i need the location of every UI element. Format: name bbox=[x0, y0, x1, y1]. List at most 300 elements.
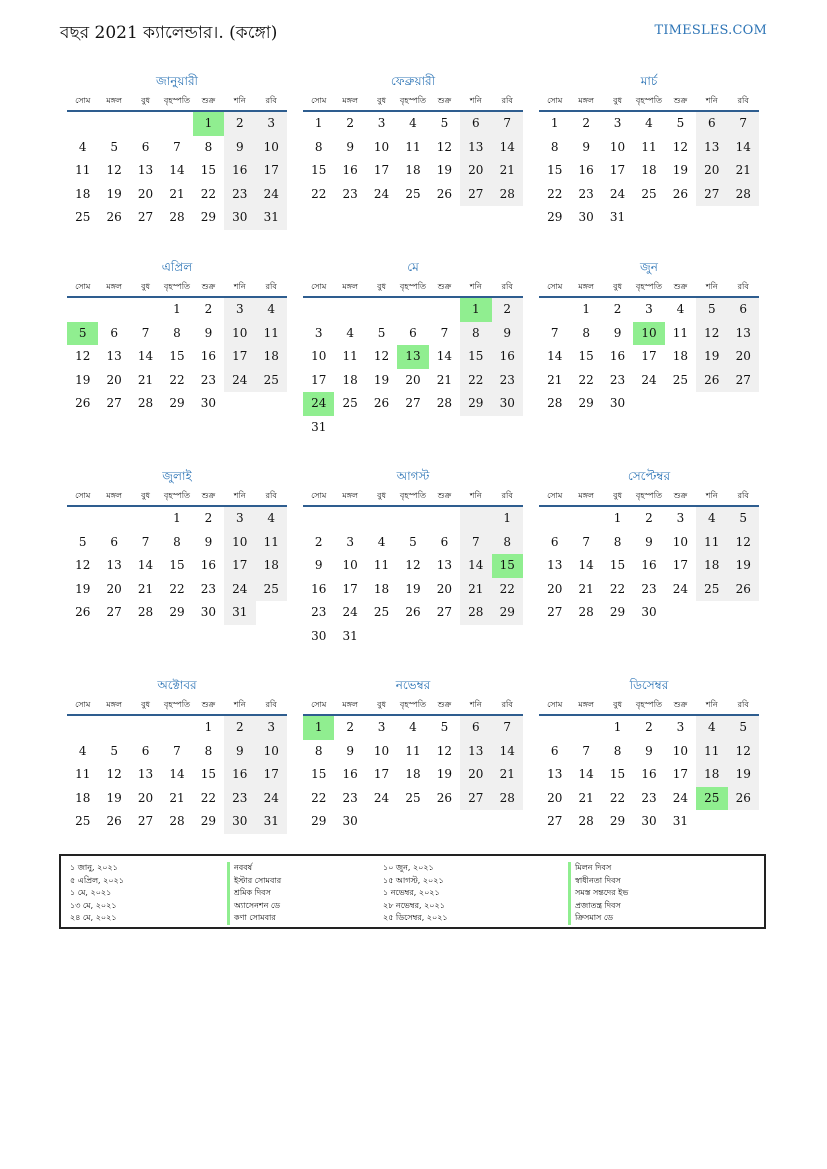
weekday-label: শনি bbox=[233, 700, 246, 709]
month-1 bbox=[67, 70, 287, 230]
brand-link[interactable]: TIMESLES.COM bbox=[654, 23, 767, 38]
holiday-date: ১ নভেম্বর, ২০২১ bbox=[383, 888, 440, 897]
day-cell: 5 bbox=[110, 139, 118, 154]
day-grid bbox=[539, 507, 759, 625]
weekday-label: বৃহস্পতি bbox=[635, 96, 663, 105]
day-grid bbox=[67, 112, 287, 230]
day-cell: 7 bbox=[440, 325, 449, 340]
day-cell: 12 bbox=[373, 349, 390, 363]
day-cell: 3 bbox=[613, 116, 622, 130]
day-cell: 11 bbox=[641, 139, 657, 154]
day-cell: 6 bbox=[110, 325, 118, 340]
holiday-name: শ্রমিক দিবস bbox=[227, 887, 281, 900]
day-cell: 12 bbox=[728, 740, 759, 764]
weekday-header bbox=[539, 696, 759, 716]
weekday-label: বৃহস্পতি bbox=[163, 700, 191, 709]
day-cell: 13 bbox=[436, 558, 453, 572]
day-grid bbox=[303, 298, 523, 439]
holiday-name: কণা সোমবার bbox=[227, 912, 281, 925]
day-cell: 1 bbox=[173, 302, 181, 316]
day-cell: 6 bbox=[409, 325, 417, 340]
day-cell: 13 bbox=[547, 767, 563, 781]
day-cell: 16 bbox=[641, 558, 657, 572]
day-cell: 3 bbox=[314, 325, 323, 340]
weekday-label: সোম bbox=[311, 282, 327, 291]
day-cell: 4 bbox=[346, 325, 354, 340]
day-cell: 2 bbox=[314, 534, 323, 549]
day-cell: 12 bbox=[728, 531, 759, 555]
holiday-date: ১৫ আগস্ট, ২০২১ bbox=[383, 875, 444, 885]
month-name: ডিসেম্বর bbox=[629, 678, 669, 692]
day-cell: 31 bbox=[672, 814, 689, 828]
day-cell: 10 bbox=[311, 349, 327, 363]
day-cell: 5 bbox=[728, 716, 759, 740]
day-cell: 10 bbox=[609, 139, 626, 154]
day-cell: 13 bbox=[106, 349, 122, 363]
month-name: নভেম্বর bbox=[395, 678, 431, 692]
day-cell: 20 bbox=[728, 345, 759, 369]
day-cell: 8 bbox=[204, 139, 213, 154]
month-2 bbox=[303, 70, 523, 206]
day-cell: 21 bbox=[578, 790, 594, 805]
weekday-label: সোম bbox=[547, 96, 563, 105]
day-cell: 2 bbox=[613, 302, 622, 316]
weekday-label: রবি bbox=[501, 491, 513, 500]
holiday-date: ২৪ মে, ২০২১ bbox=[70, 913, 117, 922]
day-cell: 21 bbox=[460, 578, 491, 602]
day-cell: 8 bbox=[613, 534, 622, 549]
day-cell: 29 bbox=[492, 601, 523, 625]
day-cell: 7 bbox=[141, 325, 150, 340]
holiday-dates-col-1 bbox=[70, 862, 124, 925]
day-cell: 26 bbox=[436, 790, 453, 805]
holiday-day-cell: 1 bbox=[193, 112, 224, 136]
day-cell: 30 bbox=[641, 605, 657, 619]
day-cell: 30 bbox=[200, 396, 217, 410]
day-cell: 10 bbox=[256, 740, 287, 764]
weekday-label: রবি bbox=[265, 282, 277, 291]
holiday-date: ১ মে, ২০২১ bbox=[70, 888, 112, 897]
empty-day-cell bbox=[334, 298, 365, 322]
empty-day-cell bbox=[98, 716, 129, 740]
empty-day-cell bbox=[98, 507, 129, 531]
weekday-label: বৃহস্পতি bbox=[635, 491, 663, 500]
day-cell: 18 bbox=[672, 349, 689, 363]
day-cell: 24 bbox=[672, 790, 689, 805]
day-cell: 7 bbox=[492, 716, 523, 740]
weekday-header bbox=[67, 696, 287, 716]
weekday-label: বুধ bbox=[613, 700, 623, 709]
weekday-label: বুধ bbox=[613, 282, 623, 291]
holiday-name: স্বাধীনতা দিবস bbox=[568, 875, 628, 888]
day-cell: 24 bbox=[224, 369, 255, 393]
weekday-header bbox=[539, 278, 759, 298]
day-cell: 9 bbox=[492, 322, 523, 346]
weekday-label: শনি bbox=[233, 282, 246, 291]
weekday-label: শনি bbox=[233, 96, 246, 105]
day-cell: 19 bbox=[672, 163, 689, 177]
day-cell: 27 bbox=[696, 183, 727, 207]
day-cell: 11 bbox=[672, 325, 689, 340]
day-cell: 7 bbox=[460, 531, 491, 555]
day-cell: 19 bbox=[405, 581, 421, 596]
day-cell: 11 bbox=[405, 139, 421, 154]
weekday-label: শুক্র bbox=[437, 96, 452, 105]
day-cell: 22 bbox=[578, 372, 594, 387]
day-cell: 15 bbox=[609, 558, 626, 572]
day-grid bbox=[303, 507, 523, 648]
day-cell: 21 bbox=[728, 159, 759, 183]
day-cell: 21 bbox=[436, 372, 453, 387]
day-cell: 8 bbox=[173, 534, 181, 549]
day-cell: 20 bbox=[460, 763, 491, 787]
month-name: জানুয়ারী bbox=[156, 74, 198, 88]
day-grid bbox=[539, 298, 759, 416]
day-cell: 28 bbox=[169, 814, 185, 828]
holiday-name: ইস্টার সোমবার bbox=[227, 875, 281, 888]
day-cell: 8 bbox=[460, 322, 491, 346]
weekday-label: রবি bbox=[265, 491, 277, 500]
day-cell: 15 bbox=[200, 767, 217, 781]
day-cell: 25 bbox=[696, 578, 727, 602]
day-cell: 26 bbox=[436, 186, 453, 201]
weekday-label: শনি bbox=[469, 491, 482, 500]
day-cell: 14 bbox=[436, 349, 453, 363]
weekday-label: মঙ্গল bbox=[342, 282, 358, 291]
day-cell: 16 bbox=[578, 163, 594, 177]
day-cell: 29 bbox=[169, 396, 185, 410]
day-cell: 5 bbox=[676, 116, 685, 130]
day-cell: 18 bbox=[405, 767, 421, 781]
day-cell: 31 bbox=[342, 628, 358, 643]
month-11 bbox=[303, 674, 523, 834]
day-cell: 20 bbox=[547, 581, 563, 596]
day-cell: 17 bbox=[609, 163, 626, 177]
weekday-label: শনি bbox=[705, 491, 718, 500]
day-cell: 1 bbox=[550, 116, 559, 130]
day-cell: 26 bbox=[728, 578, 759, 602]
day-cell: 8 bbox=[173, 325, 181, 340]
month-3 bbox=[539, 70, 759, 230]
day-cell: 18 bbox=[342, 372, 358, 387]
day-cell: 16 bbox=[492, 345, 523, 369]
day-cell: 22 bbox=[547, 186, 563, 201]
holiday-name: প্রজাতন্ত্র দিবস bbox=[568, 900, 628, 913]
weekday-label: শুক্র bbox=[437, 700, 452, 709]
day-cell: 5 bbox=[110, 743, 118, 758]
day-cell: 22 bbox=[200, 186, 217, 201]
day-cell: 30 bbox=[641, 814, 657, 828]
weekday-label: শনি bbox=[705, 96, 718, 105]
day-cell: 31 bbox=[256, 206, 287, 230]
day-cell: 31 bbox=[311, 419, 327, 434]
day-cell: 13 bbox=[460, 136, 491, 160]
day-cell: 2 bbox=[204, 302, 213, 316]
day-cell: 10 bbox=[672, 743, 689, 758]
day-cell: 7 bbox=[173, 743, 181, 758]
day-cell: 9 bbox=[224, 136, 255, 160]
day-cell: 22 bbox=[200, 790, 217, 805]
empty-day-cell bbox=[303, 507, 334, 531]
month-9 bbox=[539, 465, 759, 625]
weekday-label: রবি bbox=[737, 96, 749, 105]
weekday-label: শুক্র bbox=[673, 700, 688, 709]
day-cell: 30 bbox=[311, 628, 327, 643]
day-cell: 19 bbox=[436, 163, 453, 177]
empty-day-cell bbox=[366, 298, 397, 322]
day-cell: 25 bbox=[256, 578, 287, 602]
day-cell: 4 bbox=[78, 743, 87, 758]
day-cell: 27 bbox=[728, 369, 759, 393]
empty-day-cell bbox=[98, 112, 129, 136]
weekday-label: বৃহস্পতি bbox=[635, 700, 663, 709]
day-cell: 27 bbox=[106, 396, 122, 410]
weekday-label: সোম bbox=[311, 491, 327, 500]
weekday-label: বুধ bbox=[613, 491, 623, 500]
day-cell: 14 bbox=[137, 349, 154, 363]
holiday-date: ৫ এপ্রিল, ২০২১ bbox=[70, 875, 124, 885]
empty-day-cell bbox=[67, 716, 98, 740]
day-cell: 5 bbox=[409, 534, 417, 549]
month-6 bbox=[539, 256, 759, 416]
day-cell: 29 bbox=[609, 605, 626, 619]
day-grid bbox=[67, 716, 287, 834]
month-8 bbox=[303, 465, 523, 648]
day-cell: 19 bbox=[106, 790, 122, 805]
empty-day-cell bbox=[539, 298, 570, 322]
month-name: অক্টোবর bbox=[157, 678, 197, 692]
day-cell: 25 bbox=[405, 186, 421, 201]
holiday-day-cell: 15 bbox=[492, 554, 523, 578]
day-cell: 10 bbox=[256, 136, 287, 160]
weekday-header bbox=[67, 487, 287, 507]
empty-day-cell bbox=[397, 507, 428, 531]
day-cell: 30 bbox=[224, 206, 255, 230]
day-cell: 2 bbox=[224, 716, 255, 740]
day-cell: 27 bbox=[106, 605, 122, 619]
day-cell: 20 bbox=[460, 159, 491, 183]
weekday-label: মঙ্গল bbox=[342, 491, 358, 500]
holiday-list bbox=[59, 854, 766, 929]
day-grid bbox=[539, 716, 759, 834]
day-cell: 4 bbox=[256, 298, 287, 322]
day-cell: 19 bbox=[75, 581, 91, 596]
day-cell: 23 bbox=[224, 183, 255, 207]
weekday-label: শুক্র bbox=[673, 491, 688, 500]
day-cell: 15 bbox=[578, 349, 594, 363]
month-name: ফেব্রুয়ারী bbox=[390, 74, 436, 88]
day-cell: 14 bbox=[460, 554, 491, 578]
day-cell: 28 bbox=[728, 183, 759, 207]
weekday-label: বুধ bbox=[377, 491, 387, 500]
month-10 bbox=[67, 674, 287, 834]
day-cell: 25 bbox=[342, 396, 358, 410]
weekday-label: রবি bbox=[737, 491, 749, 500]
day-cell: 15 bbox=[609, 767, 626, 781]
day-cell: 11 bbox=[342, 349, 358, 363]
day-cell: 13 bbox=[137, 767, 154, 781]
day-cell: 9 bbox=[582, 139, 590, 154]
day-cell: 28 bbox=[547, 396, 563, 410]
day-cell: 12 bbox=[436, 139, 453, 154]
day-cell: 26 bbox=[405, 605, 421, 619]
day-cell: 5 bbox=[440, 116, 449, 130]
empty-day-cell bbox=[130, 507, 161, 531]
day-cell: 6 bbox=[110, 534, 118, 549]
weekday-label: শনি bbox=[469, 96, 482, 105]
day-cell: 28 bbox=[578, 605, 594, 619]
day-cell: 10 bbox=[672, 534, 689, 549]
empty-day-cell bbox=[67, 298, 98, 322]
day-cell: 7 bbox=[492, 112, 523, 136]
day-cell: 15 bbox=[169, 558, 185, 572]
day-cell: 29 bbox=[547, 210, 563, 224]
day-cell: 16 bbox=[224, 159, 255, 183]
day-cell: 9 bbox=[314, 558, 323, 572]
empty-day-cell bbox=[429, 298, 460, 322]
weekday-label: বুধ bbox=[377, 96, 387, 105]
day-cell: 17 bbox=[256, 763, 287, 787]
day-cell: 20 bbox=[137, 186, 154, 201]
day-cell: 29 bbox=[200, 814, 217, 828]
day-cell: 10 bbox=[373, 743, 390, 758]
day-cell: 21 bbox=[578, 581, 594, 596]
weekday-label: বুধ bbox=[377, 282, 387, 291]
day-cell: 25 bbox=[373, 605, 390, 619]
day-cell: 2 bbox=[645, 720, 653, 734]
day-cell: 29 bbox=[460, 392, 491, 416]
day-grid bbox=[67, 507, 287, 625]
day-cell: 26 bbox=[106, 210, 122, 224]
weekday-label: শনি bbox=[469, 282, 482, 291]
day-cell: 22 bbox=[169, 372, 185, 387]
day-cell: 5 bbox=[440, 720, 449, 734]
weekday-label: শুক্র bbox=[673, 282, 688, 291]
day-cell: 29 bbox=[169, 605, 185, 619]
day-cell: 13 bbox=[728, 322, 759, 346]
day-cell: 23 bbox=[311, 605, 327, 619]
holiday-name: নববর্ষ bbox=[227, 862, 281, 875]
day-cell: 1 bbox=[204, 720, 213, 734]
day-cell: 12 bbox=[696, 322, 727, 346]
day-cell: 28 bbox=[137, 396, 154, 410]
day-cell: 26 bbox=[672, 186, 689, 201]
weekday-label: শুক্র bbox=[201, 491, 216, 500]
day-cell: 23 bbox=[641, 581, 657, 596]
month-name: জুন bbox=[640, 260, 658, 274]
day-cell: 30 bbox=[200, 605, 217, 619]
day-cell: 11 bbox=[696, 740, 727, 764]
day-cell: 17 bbox=[342, 581, 358, 596]
month-name: মার্চ bbox=[640, 74, 658, 88]
weekday-label: শনি bbox=[705, 282, 718, 291]
day-cell: 12 bbox=[106, 163, 122, 177]
empty-day-cell bbox=[570, 716, 601, 740]
day-cell: 19 bbox=[436, 767, 453, 781]
weekday-label: শনি bbox=[469, 700, 482, 709]
day-cell: 4 bbox=[696, 716, 727, 740]
weekday-label: শুক্র bbox=[201, 282, 216, 291]
day-cell: 28 bbox=[436, 396, 453, 410]
weekday-label: রবি bbox=[737, 700, 749, 709]
day-cell: 8 bbox=[204, 743, 213, 758]
day-cell: 24 bbox=[224, 578, 255, 602]
day-cell: 19 bbox=[696, 345, 727, 369]
day-cell: 24 bbox=[609, 186, 626, 201]
day-grid bbox=[539, 112, 759, 230]
month-name: এপ্রিল bbox=[161, 260, 193, 274]
day-cell: 17 bbox=[224, 554, 255, 578]
empty-day-cell bbox=[130, 112, 161, 136]
day-cell: 30 bbox=[492, 392, 523, 416]
day-cell: 29 bbox=[311, 814, 327, 828]
day-cell: 5 bbox=[78, 534, 87, 549]
day-cell: 18 bbox=[75, 186, 91, 201]
day-cell: 16 bbox=[311, 581, 327, 596]
holiday-name: ক্রিসমাস ডে bbox=[568, 912, 628, 925]
day-cell: 31 bbox=[609, 210, 626, 224]
day-cell: 13 bbox=[547, 558, 563, 572]
day-cell: 16 bbox=[200, 349, 217, 363]
day-cell: 1 bbox=[173, 511, 181, 525]
day-cell: 5 bbox=[377, 325, 386, 340]
day-cell: 1 bbox=[314, 116, 323, 130]
weekday-header bbox=[67, 92, 287, 112]
weekday-label: রবি bbox=[501, 282, 513, 291]
day-cell: 24 bbox=[373, 790, 390, 805]
month-5 bbox=[303, 256, 523, 439]
day-cell: 27 bbox=[460, 183, 491, 207]
day-cell: 25 bbox=[672, 372, 689, 387]
day-cell: 22 bbox=[609, 790, 626, 805]
day-cell: 6 bbox=[696, 112, 727, 136]
day-cell: 29 bbox=[200, 210, 217, 224]
weekday-label: রবি bbox=[737, 282, 749, 291]
day-cell: 26 bbox=[106, 814, 122, 828]
day-cell: 4 bbox=[409, 116, 417, 130]
day-cell: 8 bbox=[314, 743, 323, 758]
day-cell: 27 bbox=[405, 396, 421, 410]
day-cell: 17 bbox=[672, 767, 689, 781]
day-cell: 1 bbox=[582, 302, 590, 316]
day-cell: 6 bbox=[460, 716, 491, 740]
holiday-date: ২৫ ডিসেম্বর, ২০২১ bbox=[383, 913, 448, 922]
day-cell: 18 bbox=[256, 345, 287, 369]
weekday-label: বৃহস্পতি bbox=[163, 282, 191, 291]
day-cell: 26 bbox=[75, 605, 91, 619]
day-cell: 22 bbox=[311, 186, 327, 201]
day-cell: 14 bbox=[728, 136, 759, 160]
day-cell: 2 bbox=[346, 720, 354, 734]
day-cell: 9 bbox=[645, 743, 653, 758]
weekday-label: বুধ bbox=[141, 282, 151, 291]
day-cell: 27 bbox=[137, 210, 154, 224]
day-cell: 15 bbox=[460, 345, 491, 369]
month-name: জুলাই bbox=[162, 469, 192, 483]
day-cell: 19 bbox=[75, 372, 91, 387]
empty-day-cell bbox=[539, 507, 570, 531]
empty-day-cell bbox=[130, 716, 161, 740]
holiday-name: মিলন দিবস bbox=[568, 862, 628, 875]
day-cell: 14 bbox=[137, 558, 154, 572]
day-cell: 18 bbox=[405, 163, 421, 177]
day-cell: 28 bbox=[492, 183, 523, 207]
weekday-label: সোম bbox=[75, 700, 91, 709]
day-cell: 25 bbox=[641, 186, 657, 201]
day-cell: 15 bbox=[547, 163, 563, 177]
day-cell: 14 bbox=[578, 767, 594, 781]
day-cell: 20 bbox=[696, 159, 727, 183]
